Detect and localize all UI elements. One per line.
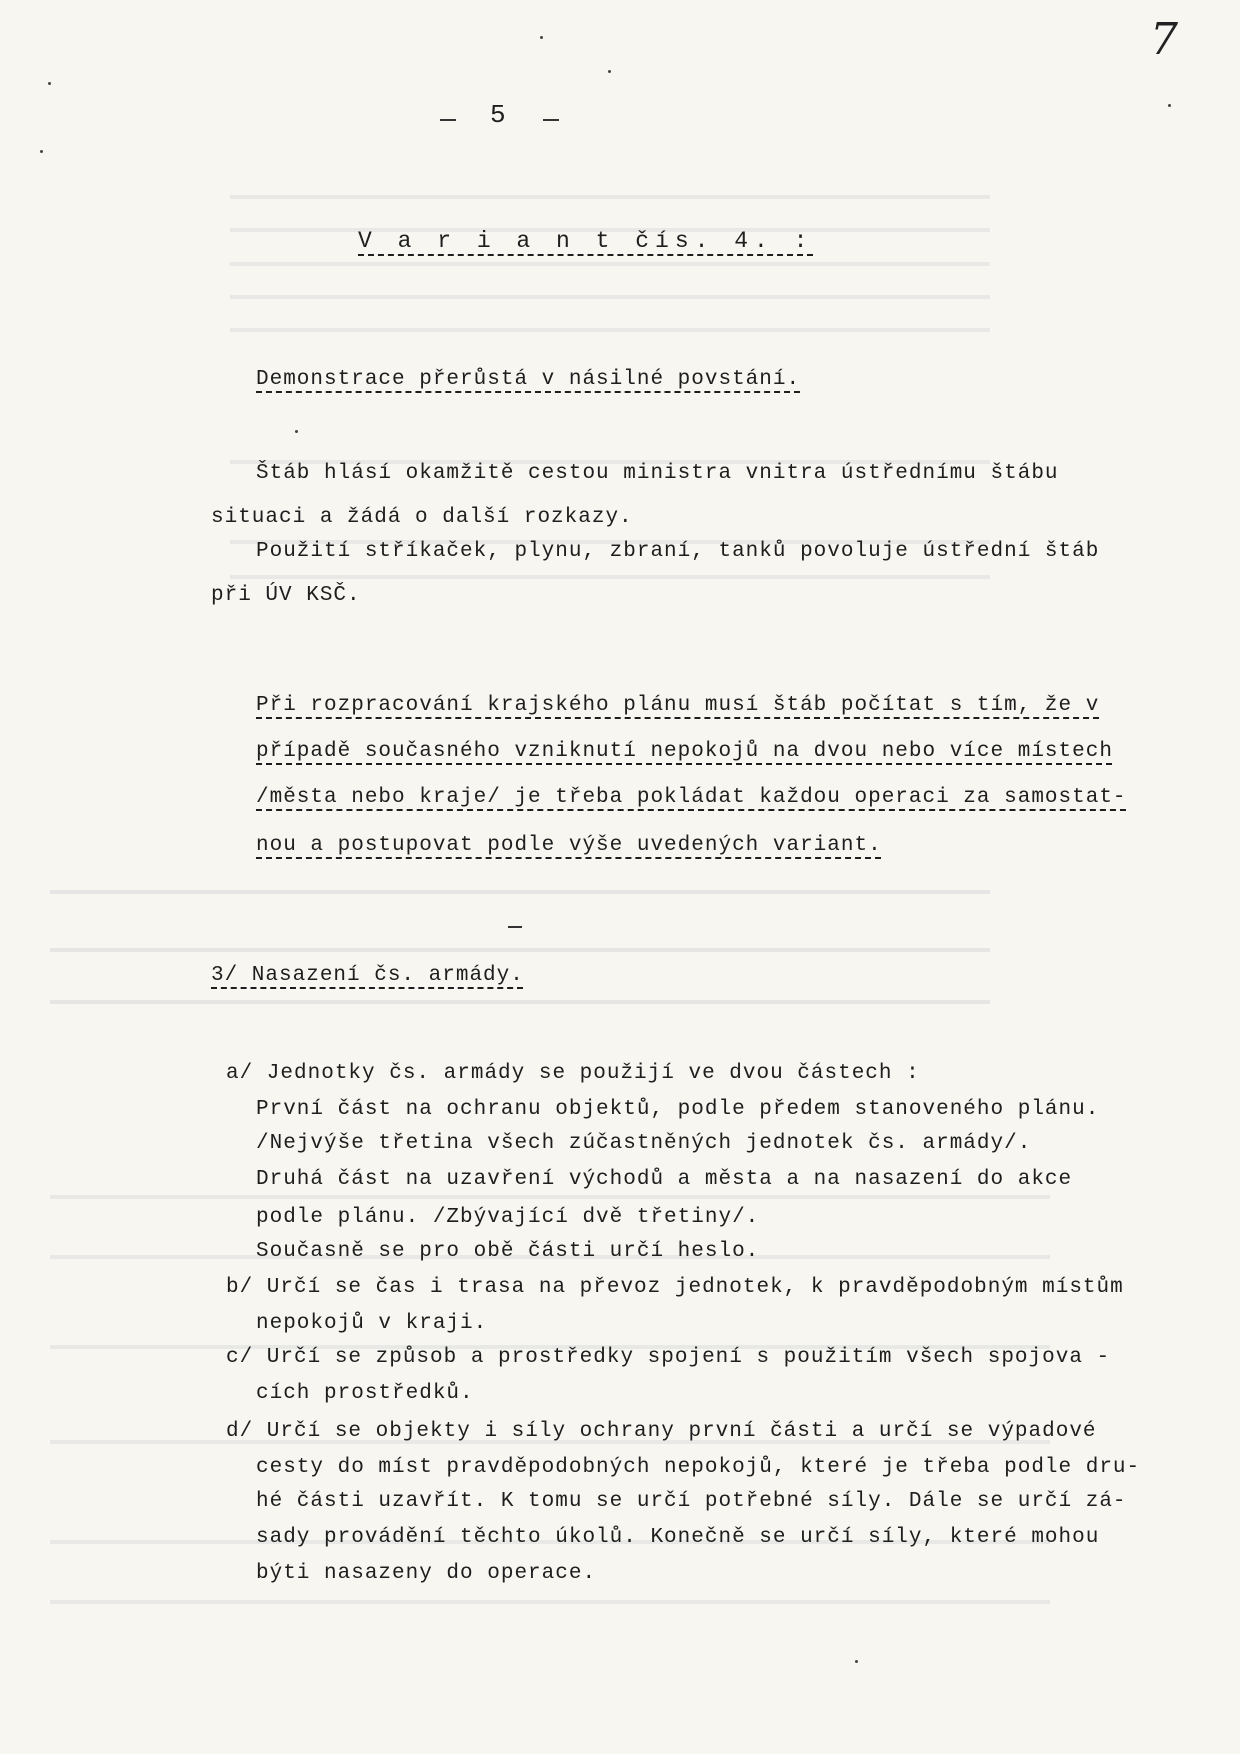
speck xyxy=(48,82,51,85)
list-item-line: První část na ochranu objektů, podle předem stanoveného plánu. xyxy=(256,1098,1100,1121)
list-item-line: cesty do míst pravděpodobných nepokojů, které je třeba podle dru- xyxy=(256,1456,1141,1479)
list-item-line: Druhá část na uzavření východů a města a na nasazení do akce xyxy=(256,1168,1073,1191)
speck xyxy=(608,70,611,73)
section-3-heading: 3/ Nasazení čs. armády. xyxy=(211,964,524,987)
paragraph-line: Štáb hlásí okamžitě cestou ministra vnitra ústřednímu štábu xyxy=(256,462,1059,485)
speck xyxy=(295,430,298,433)
speck xyxy=(1168,104,1171,107)
speck xyxy=(540,36,543,39)
list-item-line: býti nasazeny do operace. xyxy=(256,1562,597,1585)
page-number-dash-left xyxy=(440,119,456,121)
section-subheading: Demonstrace přerůstá v násilné povstání. xyxy=(256,368,801,391)
speck xyxy=(40,150,43,153)
page-number-dash-right xyxy=(543,119,559,121)
list-item-line: /Nejvýše třetina všech zúčastněných jednotek čs. armády/. xyxy=(256,1132,1032,1155)
emphasized-paragraph-line: nou a postupovat podle výše uvedených variant. xyxy=(256,834,882,857)
paragraph-line: při ÚV KSČ. xyxy=(211,584,361,607)
handwritten-page-number: 7 xyxy=(1150,14,1178,65)
speck xyxy=(855,1660,858,1663)
list-item-line: b/ Určí se čas i trasa na převoz jednotek, k pravděpodobným místům xyxy=(226,1276,1124,1299)
emphasized-paragraph-line: případě současného vzniknutí nepokojů na dvou nebo více místech xyxy=(256,740,1113,763)
list-item-line: podle plánu. /Zbývající dvě třetiny/. xyxy=(256,1206,760,1229)
variant-heading: V a r i a n t čís. 4. : xyxy=(358,228,814,254)
typed-page-number: 5 xyxy=(490,100,508,130)
list-item-line: d/ Určí se objekty i síly ochrany první části a určí se výpadové xyxy=(226,1420,1097,1443)
list-item-line: c/ Určí se způsob a prostředky spojení s použitím všech spojova - xyxy=(226,1346,1111,1369)
paragraph-line: situaci a žádá o další rozkazy. xyxy=(211,506,633,529)
emphasized-paragraph-line: /města nebo kraje/ je třeba pokládat každou operaci za samostat- xyxy=(256,786,1127,809)
list-item-line: cích prostředků. xyxy=(256,1382,474,1405)
list-item-line: sady provádění těchto úkolů. Konečně se určí síly, které mohou xyxy=(256,1526,1100,1549)
separator-dash xyxy=(508,926,522,928)
list-item-line: nepokojů v kraji. xyxy=(256,1312,488,1335)
list-item-line: a/ Jednotky čs. armády se použijí ve dvou částech : xyxy=(226,1062,920,1085)
list-item-line: hé části uzavřít. K tomu se určí potřebné síly. Dále se určí zá- xyxy=(256,1490,1127,1513)
paragraph-line: Použití stříkaček, plynu, zbraní, tanků povoluje ústřední štáb xyxy=(256,540,1100,563)
list-item-line: Současně se pro obě části určí heslo. xyxy=(256,1240,760,1263)
emphasized-paragraph-line: Při rozpracování krajského plánu musí štáb počítat s tím, že v xyxy=(256,694,1100,717)
